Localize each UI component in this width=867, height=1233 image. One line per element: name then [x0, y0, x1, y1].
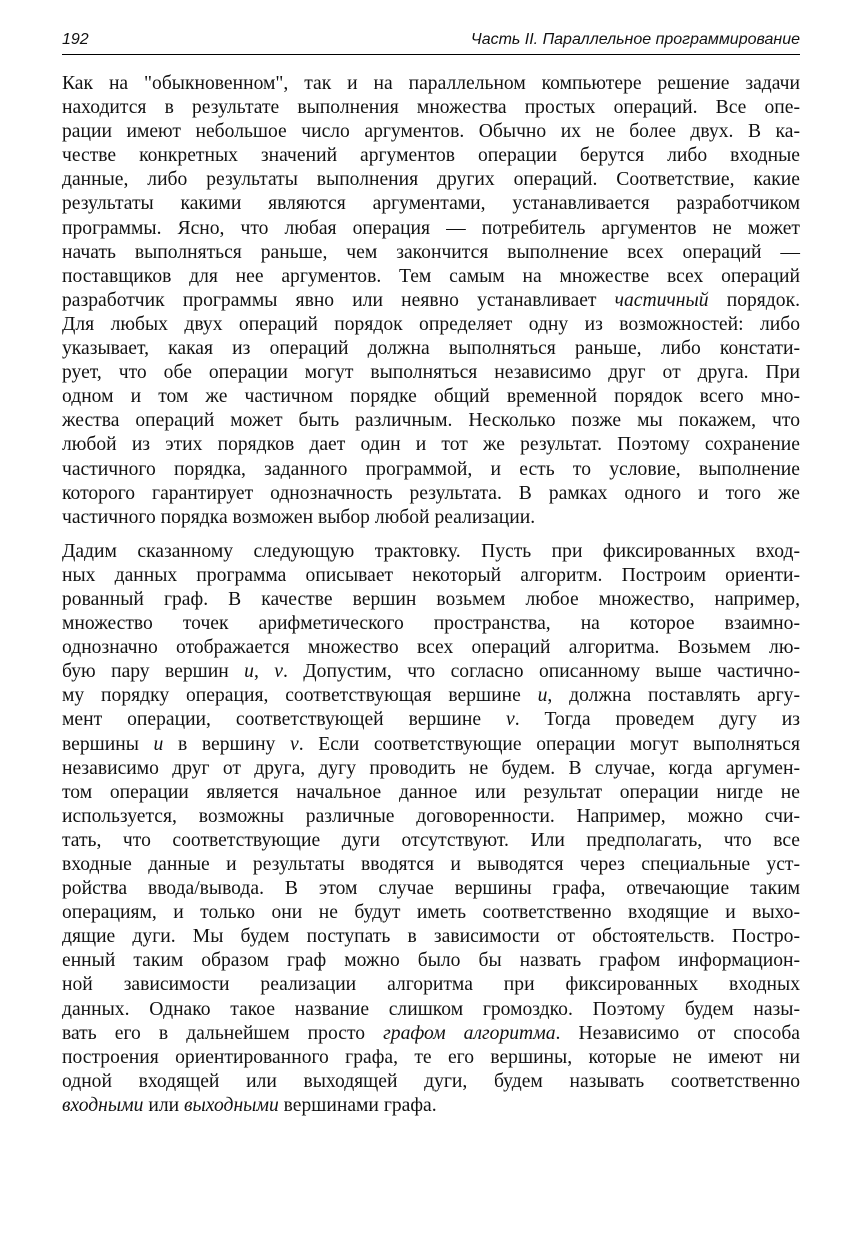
italic-term: входными	[62, 1094, 144, 1116]
italic-term: u	[537, 685, 548, 707]
text-line: любой из этих порядков дает один и тот же результат. Поэтому сохранение	[62, 434, 800, 456]
text-line: одной входящей или выходящей дуги, будем называть соответственно	[62, 1070, 800, 1092]
text-line: результаты какими являются аргументами, устанавливается разработчиком	[62, 193, 800, 215]
text-line: тать, что соответствующие дуги отсутствуют. Или предполагать, что все	[62, 829, 800, 851]
paragraph	[62, 72, 800, 530]
italic-term: u	[244, 661, 254, 683]
text-line: независимо друг от друга, дугу проводить не будем. В случае, когда аргумен-	[62, 757, 800, 779]
text-line: ной зависимости реализации алгоритма при фиксированных входных	[62, 974, 800, 996]
italic-term: графом алгоритма	[383, 1022, 556, 1044]
text-line: ных данных программа описывает некоторый алгоритм. Построим ориенти-	[62, 564, 800, 586]
text-line: однозначно отображается множество всех операций алгоритма. Возьмем лю-	[62, 637, 800, 659]
text-line: Как на "обыкновенном", так и на параллельном компьютере решение задачи	[62, 73, 800, 94]
running-title: Часть II. Параллельное программирование	[470, 31, 800, 48]
text-line: используется, возможны различные договоренности. Например, можно счи-	[62, 805, 800, 827]
paragraph	[62, 540, 800, 1118]
text-line: вершины u в вершину v. Если соответствующие операции могут выполняться	[62, 733, 800, 755]
text-line: частичного порядка возможен выбор любой реализации.	[62, 506, 536, 528]
text-line: программы. Ясно, что любая операция — потребитель аргументов не может	[62, 217, 800, 239]
text-line: вать его в дальнейшем просто графом алгоритма. Независимо от способа	[62, 1022, 800, 1044]
text-line: дящие дуги. Мы будем поступать в зависимости от обстоятельств. Постро-	[62, 926, 800, 948]
text-line: которого гарантирует однозначность результата. В рамках одного и того же	[62, 482, 800, 504]
text-line: данных. Однако такое название слишком громоздко. Поэтому будем назы-	[62, 998, 800, 1020]
text-line: входными или выходными вершинами графа.	[62, 1094, 437, 1116]
text-line: указывает, какая из операций должна выполняться раньше, либо констати-	[62, 338, 800, 360]
text-line: честве конкретных значений аргументов операции берутся либо входные	[62, 145, 800, 167]
text-line: множество точек арифметического пространства, на которое взаимно-	[62, 613, 800, 635]
text-line: енный таким образом граф можно было бы назвать графом информацион-	[62, 950, 800, 972]
text-line: бую пару вершин u, v. Допустим, что согласно описанному выше частично-	[62, 661, 800, 683]
text-line: частичного порядка, заданного программой, и есть то условие, выполнение	[62, 458, 800, 480]
text-line: входные данные и результаты вводятся и выводятся через специальные уст-	[62, 854, 800, 875]
italic-term: v	[505, 709, 515, 731]
text-line: находится в результате выполнения множества простых операций. Все опе-	[62, 97, 800, 119]
body-text	[62, 72, 800, 1118]
italic-term: выходными	[184, 1094, 279, 1116]
text-line: мент операции, соответствующей вершине v. Тогда проведем дугу из	[62, 709, 800, 731]
text-line: поставщиков для нее аргументов. Тем самым на множестве всех операций	[62, 265, 800, 287]
text-line: му порядку операция, соответствующая вершине u, должна поставлять аргу-	[62, 685, 800, 707]
text-line: ройства ввода/вывода. В этом случае вершины графа, отвечающие таким	[62, 878, 800, 900]
text-line: построения ориентированного графа, те его вершины, которые не имеют ни	[62, 1046, 800, 1068]
text-line: разработчик программы явно или неявно устанавливает частичный порядок.	[62, 289, 800, 311]
text-line: начать выполняться раньше, чем закончится выполнение всех операций —	[62, 241, 800, 263]
text-line: рации имеют небольшое число аргументов. Обычно их не более двух. В ка-	[62, 121, 800, 143]
italic-term: v	[290, 733, 299, 755]
text-line: рованный граф. В качестве вершин возьмем любое множество, например,	[62, 588, 800, 610]
text-line: операциям, и только они не будут иметь соответственно входящие и выхо-	[62, 902, 800, 924]
running-header	[62, 30, 800, 55]
text-line: Дадим сказанному следующую трактовку. Пусть при фиксированных вход-	[62, 540, 800, 562]
text-line: Для любых двух операций порядок определяет одну из возможностей: либо	[62, 313, 800, 335]
text-line: одном и том же частичном порядке общий временной порядок всего мно-	[62, 386, 800, 408]
text-line: жества операций может быть различным. Несколько позже мы покажем, что	[62, 410, 800, 432]
italic-term: частичный	[614, 289, 709, 311]
text-line: данные, либо результаты выполнения других операций. Соответствие, какие	[62, 169, 800, 191]
page-number: 192	[62, 31, 89, 48]
italic-term: u	[153, 733, 164, 755]
text-line: рует, что обе операции могут выполняться независимо друг от друга. При	[62, 362, 800, 384]
text-line: том операции является начальное данное или результат операции нигде не	[62, 781, 800, 803]
italic-term: v	[274, 661, 283, 683]
